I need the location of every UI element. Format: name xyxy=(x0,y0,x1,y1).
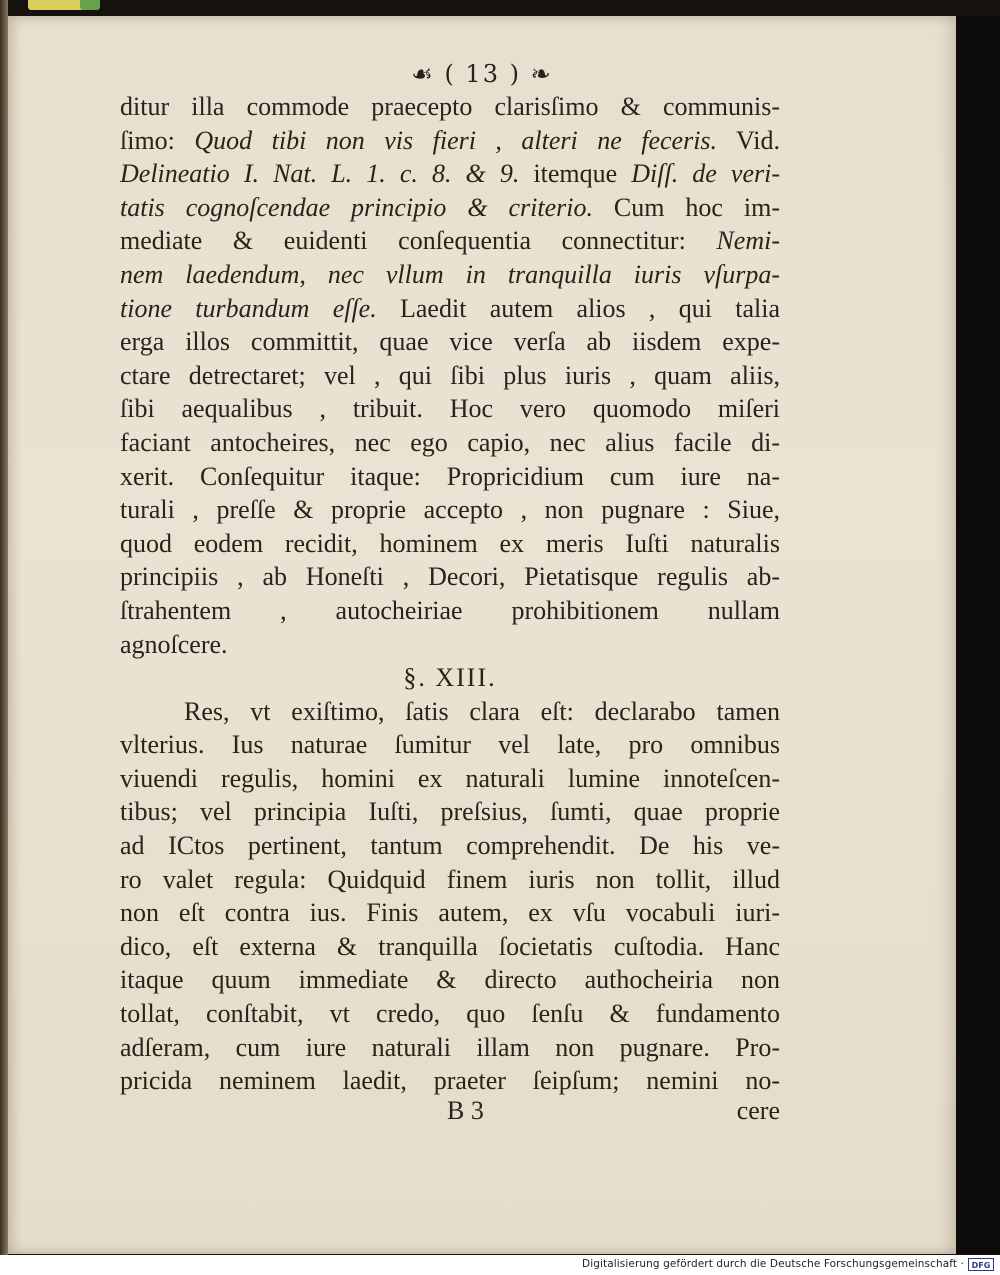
text-line xyxy=(120,728,780,762)
text-line xyxy=(120,224,780,258)
text-segment: Vid. xyxy=(717,125,780,155)
text-segment: quod eodem recidit, hominem ex meris Iuſti naturalis xyxy=(120,528,780,558)
italic-text: Diſſ. de veri- xyxy=(631,159,780,189)
text-segment: tollat, conſtabit, vt credo, quo ſenſu & fundamento xyxy=(120,999,780,1029)
text-line xyxy=(120,292,780,326)
text-segment: pricida neminem laedit, praeter ſeipſum; nemini no- xyxy=(120,1066,780,1096)
text-segment: ditur illa commode praecepto clarisſimo & communis- xyxy=(120,92,780,121)
italic-text: Quod tibi non vis fieri , alteri ne feceris. xyxy=(194,125,718,155)
text-segment: ad ICtos pertinent, tantum comprehendit. De his ve- xyxy=(120,831,780,861)
text-segment: non eſt contra ius. Finis autem, ex vſu vocabuli iuri- xyxy=(120,898,780,928)
text-line xyxy=(120,460,780,494)
text-line xyxy=(120,325,780,359)
text-segment: ctare detrectaret; vel , qui ſibi plus iuris , quam aliis, xyxy=(120,360,780,390)
text-line xyxy=(120,392,780,426)
text-segment: Laedit autem alios , qui talia xyxy=(376,293,780,323)
catchword: cere xyxy=(736,1096,780,1125)
text-segment: dico, eſt externa & tranquilla ſocietatis cuſtodia. Hanc xyxy=(120,931,780,961)
text-segment: principiis , ab Honeſti , Decori, Pietatisque regulis ab- xyxy=(120,562,780,592)
text-segment: §. XIII. xyxy=(403,663,497,693)
text-segment: mediate & euidenti conſequentia connectitur: xyxy=(120,226,717,256)
text-line xyxy=(120,795,780,829)
text-segment: itemque xyxy=(519,159,632,189)
text-segment: Res, vt exiſtimo, ſatis clara eſt: declarabo tamen xyxy=(184,696,780,726)
body-text xyxy=(120,90,780,1098)
text-line xyxy=(120,426,780,460)
text-segment: viuendi regulis, homini ex naturali lumine innoteſcen- xyxy=(120,763,780,793)
funding-credit: Digitalisierung gefördert durch die Deutsche Forschungsgemeinschaft · xyxy=(582,1258,964,1270)
text-line xyxy=(120,628,780,662)
text-line xyxy=(120,762,780,796)
text-line xyxy=(120,157,780,191)
text-line xyxy=(120,930,780,964)
text-line xyxy=(120,963,780,997)
text-line xyxy=(120,359,780,393)
signature-mark: B 3 xyxy=(447,1096,484,1125)
text-line xyxy=(120,90,780,124)
text-segment: erga illos committit, quae vice verſa ab iisdem expe- xyxy=(120,327,780,357)
text-line xyxy=(120,896,780,930)
text-segment: adſeram, cum iure naturali illam non pugnare. Pro- xyxy=(120,1032,780,1062)
page-number-header: ☙ ( 13 ) ❧ xyxy=(411,60,553,88)
italic-text: Delineatio I. Nat. L. 1. c. 8. & 9. xyxy=(120,159,520,189)
book-page-edge xyxy=(0,0,8,1255)
text-segment: turali , preſſe & proprie accepto , non pugnare : Siue, xyxy=(120,495,780,525)
text-segment: ſibi aequalibus , tribuit. Hoc vero quomodo miſeri xyxy=(120,394,780,424)
text-segment: ro valet regula: Quidquid finem iuris non tollit, illud xyxy=(120,864,780,894)
italic-text: tatis cognoſcendae principio & criterio. xyxy=(120,192,593,222)
text-segment: itaque quum immediate & directo authocheiria non xyxy=(120,965,780,995)
text-line xyxy=(120,1031,780,1065)
text-line xyxy=(120,594,780,628)
text-line xyxy=(120,560,780,594)
italic-text: nem laedendum, nec vllum in tranquilla iuris vſurpa- xyxy=(120,259,780,289)
text-line xyxy=(120,1064,780,1098)
text-line xyxy=(120,493,780,527)
section-heading xyxy=(120,661,780,695)
text-line xyxy=(120,997,780,1031)
text-segment: agnoſcere. xyxy=(120,629,228,659)
text-line xyxy=(120,527,780,561)
italic-text: Nemi- xyxy=(716,226,780,256)
text-line xyxy=(120,695,780,729)
text-line xyxy=(120,124,780,158)
dfg-logo-icon: DFG xyxy=(968,1258,994,1271)
text-line xyxy=(120,829,780,863)
italic-text: tione turbandum eſſe. xyxy=(120,293,377,323)
credit-bar xyxy=(0,1255,1000,1275)
text-line xyxy=(120,863,780,897)
text-segment: ſtrahentem , autocheiriae prohibitionem nullam xyxy=(120,595,780,625)
text-line xyxy=(120,258,780,292)
text-segment: tibus; vel principia Iuſti, preſsius, ſumti, quae proprie xyxy=(120,797,780,827)
text-segment: xerit. Conſequitur itaque: Propricidium cum iure na- xyxy=(120,461,780,491)
scan-background xyxy=(956,16,1000,1254)
text-segment: Cum hoc im- xyxy=(592,192,780,222)
page-footer xyxy=(120,1096,780,1130)
text-line xyxy=(120,191,780,225)
scanned-page xyxy=(8,16,956,1254)
bookmark-tab-green xyxy=(80,0,100,10)
text-segment: faciant antocheires, nec ego capio, nec alius facile di- xyxy=(120,427,780,457)
text-segment: ſimo: xyxy=(120,125,195,155)
text-segment: vlterius. Ius naturae ſumitur vel late, pro omnibus xyxy=(120,730,780,760)
